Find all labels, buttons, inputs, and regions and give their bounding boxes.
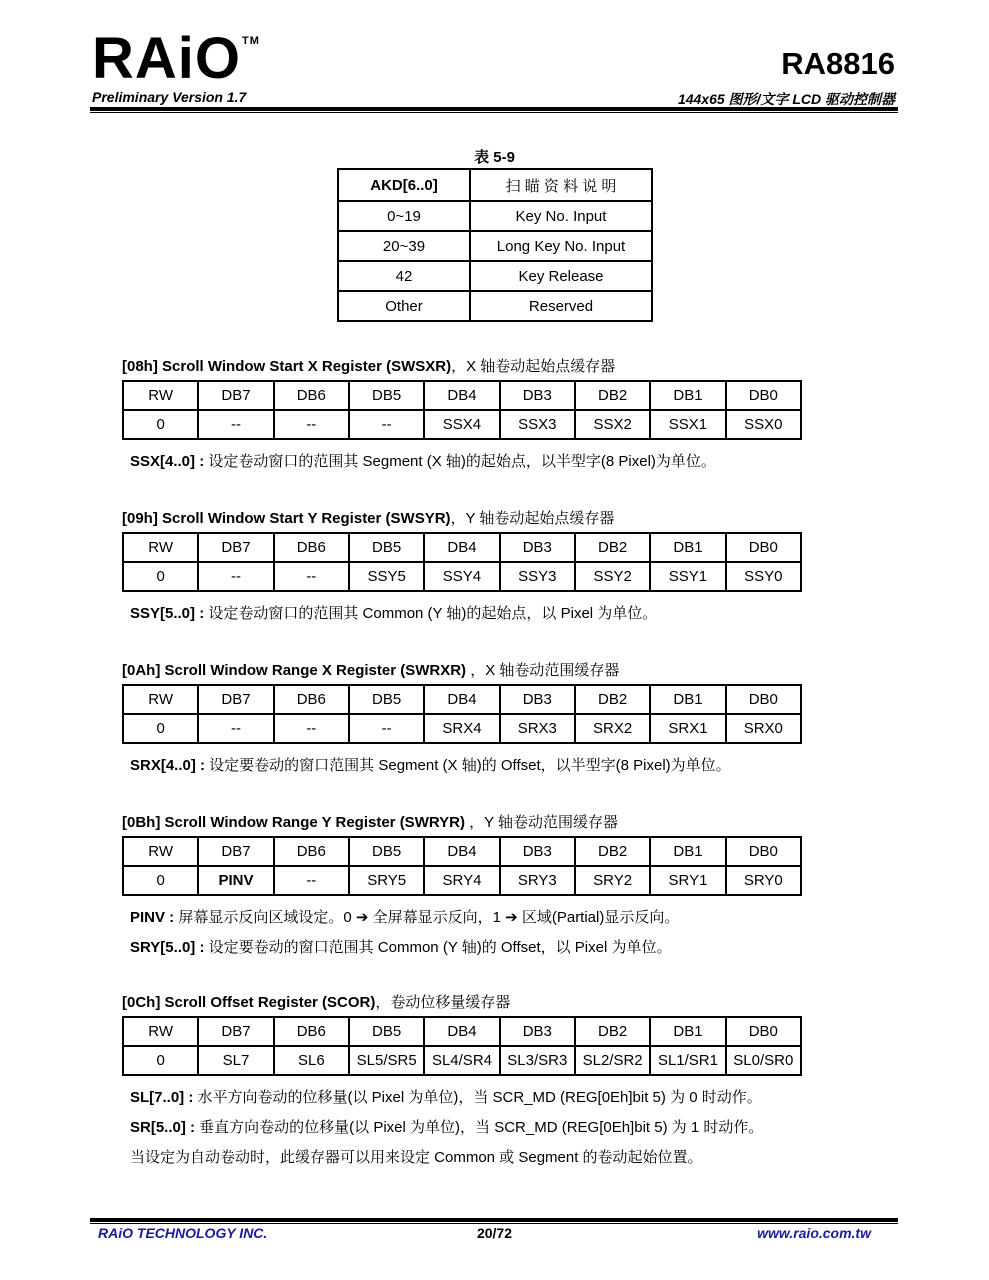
field-text: 屏幕显示反向区域设定。0 ➔ 全屏幕显示反向，1 ➔ 区域(Partial)显示反向。: [174, 909, 680, 926]
field-key: SL[7..0] :: [130, 1089, 194, 1106]
register-bit-cell: SSY1: [650, 562, 725, 591]
register-bit-cell: SSY0: [726, 562, 801, 591]
register-header-cell: DB4: [424, 381, 499, 410]
register-title: [122, 812, 822, 834]
register-bit-cell: SRY0: [726, 866, 801, 895]
register-name-cn: ，Y 轴卷动起始点缓存器: [450, 510, 615, 527]
register-value-row: [123, 866, 801, 895]
register-header-cell: DB5: [349, 381, 424, 410]
register-bit-cell: 0: [123, 866, 198, 895]
register-header-cell: DB5: [349, 837, 424, 866]
register-value-row: [123, 410, 801, 439]
register-header-cell: DB6: [274, 837, 349, 866]
register-title: [122, 356, 822, 378]
register-header-cell: DB0: [726, 533, 801, 562]
field-text: 设定要卷动的窗口范围其 Segment (X 轴)的 Offset，以半型字(8 Pixel)为单位。: [205, 757, 731, 774]
register-bit-cell: SRY2: [575, 866, 650, 895]
register-section-08h: [122, 356, 822, 477]
register-header-cell: DB1: [650, 533, 725, 562]
register-bit-cell: SRX4: [424, 714, 499, 743]
register-table: [122, 380, 802, 440]
register-bit-cell: SRY1: [650, 866, 725, 895]
field-text: 设定卷动窗口的范围其 Segment (X 轴)的起始点，以半型字(8 Pixel)为单位。: [204, 453, 716, 470]
register-bit-cell: --: [198, 714, 273, 743]
register-bit-cell: SL7: [198, 1046, 273, 1075]
raio-logo: [92, 26, 260, 91]
register-bit-cell: SSX3: [500, 410, 575, 439]
register-bit-cell: SRY4: [424, 866, 499, 895]
register-header-cell: DB7: [198, 685, 273, 714]
register-bit-cell: SRY5: [349, 866, 424, 895]
register-name: [0Bh] Scroll Window Range Y Register (SWRYR): [122, 814, 465, 831]
register-name: [09h] Scroll Window Start Y Register (SWSYR): [122, 510, 451, 527]
register-header-cell: DB1: [650, 1017, 725, 1046]
field-text: 垂直方向卷动的位移量(以 Pixel 为单位)，当 SCR_MD (REG[0Eh]bit 5) 为 1 时动作。: [195, 1119, 764, 1136]
header-rule: [90, 107, 898, 111]
register-header-row: [123, 685, 801, 714]
register-header-row: [123, 533, 801, 562]
register-bit-cell: SSX1: [650, 410, 725, 439]
register-header-cell: RW: [123, 685, 198, 714]
register-bit-cell: SL3/SR3: [500, 1046, 575, 1075]
register-value-row: [123, 714, 801, 743]
register-table: [122, 836, 802, 896]
table-header-cell: AKD[6..0]: [338, 169, 470, 201]
field-text: 设定要卷动的窗口范围其 Common (Y 轴)的 Offset，以 Pixel 为单位。: [204, 939, 672, 956]
register-bit-cell: --: [198, 410, 273, 439]
table-row: [338, 261, 652, 291]
register-header-cell: DB5: [349, 685, 424, 714]
register-bit-cell: --: [198, 562, 273, 591]
register-name: [08h] Scroll Window Start X Register (SWSXR): [122, 358, 452, 375]
website-link[interactable]: www.raio.com.tw: [757, 1225, 871, 1241]
table-caption: 表 5-9: [474, 149, 515, 166]
register-header-cell: DB1: [650, 837, 725, 866]
field-description: [130, 751, 822, 781]
register-bit-cell: SL4/SR4: [424, 1046, 499, 1075]
table-header-cell: 扫 瞄 资 料 说 明: [470, 169, 652, 201]
akd-table: [337, 168, 653, 322]
table-row: [338, 201, 652, 231]
table-cell: Reserved: [470, 291, 652, 321]
register-header-cell: DB2: [575, 533, 650, 562]
register-bit-cell: SRX2: [575, 714, 650, 743]
register-header-cell: DB2: [575, 381, 650, 410]
field-text: 水平方向卷动的位移量(以 Pixel 为单位)，当 SCR_MD (REG[0Eh]bit 5) 为 0 时动作。: [193, 1089, 762, 1106]
register-header-cell: DB3: [500, 533, 575, 562]
register-bit-cell: SSX0: [726, 410, 801, 439]
register-bit-cell: 0: [123, 410, 198, 439]
register-header-cell: RW: [123, 837, 198, 866]
register-header-cell: DB3: [500, 1017, 575, 1046]
register-bit-cell: --: [349, 410, 424, 439]
field-description: [130, 903, 822, 933]
register-section-0ch: [122, 992, 822, 1173]
register-header-cell: DB7: [198, 381, 273, 410]
field-key: PINV :: [130, 909, 175, 926]
register-bit-cell: SL1/SR1: [650, 1046, 725, 1075]
register-header-cell: DB1: [650, 381, 725, 410]
table-cell: 0~19: [338, 201, 470, 231]
field-description: [130, 933, 822, 963]
field-text: 当设定为自动卷动时，此缓存器可以用来设定 Common 或 Segment 的卷动起始位置。: [130, 1149, 703, 1166]
register-bit-cell: --: [274, 866, 349, 895]
register-header-cell: RW: [123, 381, 198, 410]
register-name-cn: ，卷动位移量缓存器: [375, 994, 511, 1011]
register-title: [122, 508, 822, 530]
table-row: [338, 231, 652, 261]
field-key: SRX[4..0] :: [130, 757, 206, 774]
field-description: [130, 1143, 822, 1173]
field-key: SSY[5..0] :: [130, 605, 205, 622]
register-bit-cell: SSY5: [349, 562, 424, 591]
register-bit-cell: --: [274, 714, 349, 743]
register-table: [122, 532, 802, 592]
table-cell: Key Release: [470, 261, 652, 291]
footer-rule: [90, 1218, 898, 1222]
register-header-cell: DB6: [274, 381, 349, 410]
field-key: SRY[5..0] :: [130, 939, 205, 956]
field-key: SSX[4..0] :: [130, 453, 205, 470]
register-header-row: [123, 837, 801, 866]
field-text: 设定卷动窗口的范围其 Common (Y 轴)的起始点，以 Pixel 为单位。: [204, 605, 658, 622]
header-rule-thin: [90, 112, 898, 113]
register-table: [122, 1016, 802, 1076]
table-cell: Other: [338, 291, 470, 321]
footer-rule-thin: [90, 1223, 898, 1224]
register-header-cell: DB2: [575, 837, 650, 866]
table-cell: 42: [338, 261, 470, 291]
register-name-cn: ，Y 轴卷动范围缓存器: [464, 814, 619, 831]
register-value-row: [123, 562, 801, 591]
register-header-cell: DB3: [500, 685, 575, 714]
register-header-cell: DB4: [424, 837, 499, 866]
register-bit-cell: 0: [123, 562, 198, 591]
register-header-cell: DB5: [349, 533, 424, 562]
register-header-cell: DB7: [198, 533, 273, 562]
register-header-cell: RW: [123, 533, 198, 562]
field-description: [130, 1083, 822, 1113]
register-header-cell: DB5: [349, 1017, 424, 1046]
register-bit-cell: SSY4: [424, 562, 499, 591]
register-section-09h: [122, 508, 822, 629]
register-header-cell: DB4: [424, 685, 499, 714]
register-header-cell: DB2: [575, 1017, 650, 1046]
register-name: [0Ch] Scroll Offset Register (SCOR): [122, 994, 376, 1011]
register-section-0ah: [122, 660, 822, 781]
register-table: [122, 684, 802, 744]
table-cell: 20~39: [338, 231, 470, 261]
register-header-cell: DB4: [424, 533, 499, 562]
register-header-cell: DB6: [274, 1017, 349, 1046]
register-bit-cell: PINV: [198, 866, 273, 895]
table-cell: Long Key No. Input: [470, 231, 652, 261]
register-bit-cell: SSY3: [500, 562, 575, 591]
register-name: [0Ah] Scroll Window Range X Register (SWRXR): [122, 662, 467, 679]
register-header-cell: DB6: [274, 685, 349, 714]
register-header-cell: DB2: [575, 685, 650, 714]
register-header-cell: DB4: [424, 1017, 499, 1046]
field-description: [130, 1113, 822, 1143]
register-name-cn: ，X 轴卷动起始点缓存器: [451, 358, 616, 375]
register-bit-cell: SL2/SR2: [575, 1046, 650, 1075]
logo-text: RAiO: [92, 26, 241, 91]
field-description: [130, 599, 822, 629]
register-header-row: [123, 381, 801, 410]
register-bit-cell: SL5/SR5: [349, 1046, 424, 1075]
register-header-cell: DB0: [726, 381, 801, 410]
register-header-cell: DB1: [650, 685, 725, 714]
register-header-cell: DB3: [500, 381, 575, 410]
table-header-row: [338, 169, 652, 201]
document-subtitle: 144x65 图形/文字 LCD 驱动控制器: [677, 91, 895, 107]
model-number: RA8816: [781, 46, 895, 81]
field-key: SR[5..0] :: [130, 1119, 196, 1136]
version-label: Preliminary Version 1.7: [92, 89, 247, 105]
register-bit-cell: SSY2: [575, 562, 650, 591]
register-header-cell: DB3: [500, 837, 575, 866]
register-value-row: [123, 1046, 801, 1075]
register-header-cell: DB6: [274, 533, 349, 562]
register-bit-cell: --: [274, 562, 349, 591]
register-bit-cell: --: [349, 714, 424, 743]
company-name: RAiO TECHNOLOGY INC.: [98, 1225, 268, 1241]
register-bit-cell: SRY3: [500, 866, 575, 895]
register-header-cell: DB0: [726, 1017, 801, 1046]
register-name-cn: ，X 轴卷动范围缓存器: [466, 662, 620, 679]
register-bit-cell: SL6: [274, 1046, 349, 1075]
table-row: [338, 291, 652, 321]
register-bit-cell: SL0/SR0: [726, 1046, 801, 1075]
register-header-cell: RW: [123, 1017, 198, 1046]
register-title: [122, 992, 822, 1014]
register-section-0bh: [122, 812, 822, 963]
register-header-cell: DB7: [198, 1017, 273, 1046]
register-bit-cell: --: [274, 410, 349, 439]
table-cell: Key No. Input: [470, 201, 652, 231]
trademark-mark: TM: [242, 35, 260, 47]
register-bit-cell: SRX0: [726, 714, 801, 743]
register-bit-cell: SRX3: [500, 714, 575, 743]
register-bit-cell: SRX1: [650, 714, 725, 743]
field-description: [130, 447, 822, 477]
register-bit-cell: 0: [123, 714, 198, 743]
register-header-cell: DB7: [198, 837, 273, 866]
register-header-cell: DB0: [726, 837, 801, 866]
page-number: 20/72: [476, 1225, 513, 1241]
register-bit-cell: SSX2: [575, 410, 650, 439]
register-title: [122, 660, 822, 682]
register-header-cell: DB0: [726, 685, 801, 714]
register-header-row: [123, 1017, 801, 1046]
register-bit-cell: SSX4: [424, 410, 499, 439]
register-bit-cell: 0: [123, 1046, 198, 1075]
